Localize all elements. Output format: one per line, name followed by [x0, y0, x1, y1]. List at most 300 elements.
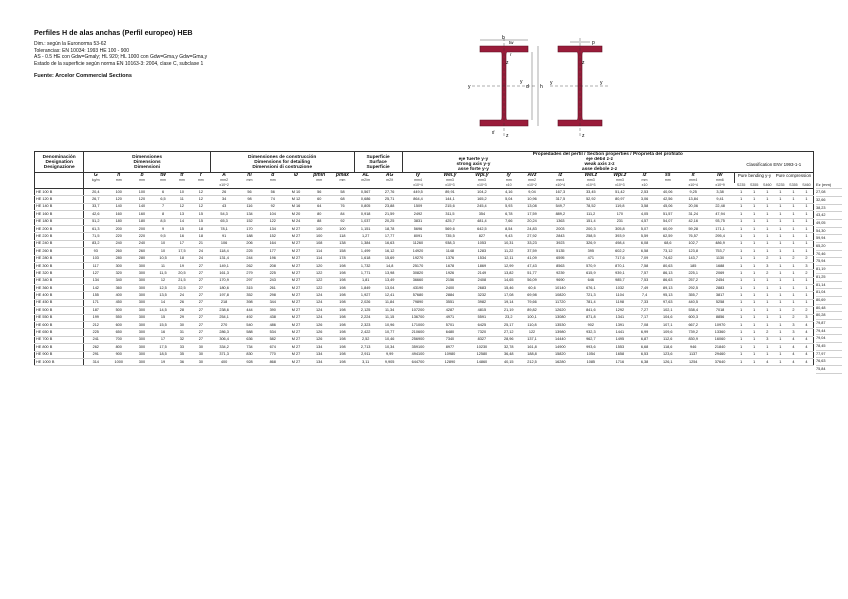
table-cell: 261 — [261, 285, 284, 292]
table-cell: 6,53 — [634, 351, 654, 358]
table-cell: 8977 — [434, 344, 466, 351]
table-row — [35, 336, 814, 343]
table-cell: 1 — [774, 189, 787, 196]
table-cell: 27,92 — [520, 233, 545, 240]
table-cell: 5,93 — [498, 203, 520, 210]
properties-table-wrapper — [34, 151, 814, 366]
column-symbol: AG — [385, 172, 394, 178]
table-cell: 1716 — [605, 358, 634, 365]
table-cell: 59,28 — [681, 225, 706, 232]
table-cell: 471 — [576, 255, 605, 262]
table-cell: 1 — [748, 240, 761, 247]
table-cell: 569,6 — [434, 225, 466, 232]
table-cell: 300 — [130, 358, 153, 365]
profile-name: HE 700 B — [35, 336, 84, 343]
table-cell: 33,7 — [84, 203, 107, 210]
column-multiplier: x10^3 — [586, 183, 596, 187]
profile-name: HE 450 B — [35, 299, 84, 306]
table-cell: 13,04 — [377, 285, 402, 292]
profile-name: HE 260 B — [35, 248, 84, 255]
table-cell: 1 — [800, 248, 814, 255]
table-cell: 2,224 — [354, 314, 377, 321]
table-cell: 92 — [331, 218, 354, 225]
table-cell: 12 — [191, 189, 210, 196]
ez-value: 75,94 — [816, 258, 842, 266]
table-cell: 27 — [191, 270, 210, 277]
table-cell: 51,77 — [520, 270, 545, 277]
table-cell: 602,2 — [605, 248, 634, 255]
table-cell: 27 — [191, 277, 210, 284]
table-cell: 1 — [761, 203, 774, 210]
table-cell: 60,09 — [655, 225, 681, 232]
label-y: y — [468, 84, 471, 90]
column-symbol: tf — [180, 172, 184, 178]
table-cell: 180 — [107, 218, 130, 225]
table-cell: 4287 — [434, 307, 466, 314]
table-cell: 14 — [172, 218, 191, 225]
table-cell: 1 — [774, 240, 787, 247]
column-unit: mm — [505, 178, 512, 182]
table-cell: 1 — [761, 211, 774, 218]
table-cell: 198 — [331, 358, 354, 365]
table-cell: 1678 — [434, 262, 466, 269]
table-cell: 6,38 — [634, 358, 654, 365]
column-symbol: b — [140, 172, 144, 178]
section-diagrams — [460, 34, 610, 146]
column-symbol: Iz — [558, 172, 563, 178]
table-cell: 700 — [107, 336, 130, 343]
table-cell: 24 — [191, 255, 210, 262]
table-cell: 781,4 — [576, 299, 605, 306]
profile-name: HE 320 B — [35, 270, 84, 277]
table-cell: 6,99 — [634, 329, 654, 336]
table-cell: 122 — [308, 270, 331, 277]
column-multiplier: x10^3 — [445, 183, 455, 187]
table-cell: 667,2 — [681, 322, 706, 329]
table-cell: 3 — [800, 262, 814, 269]
column-unit: mm — [138, 178, 145, 182]
table-cell: 126,1 — [655, 358, 681, 365]
table-cell: 4 — [800, 344, 814, 351]
column-symbol: Wel.z — [584, 172, 598, 178]
table-cell: 7,49 — [634, 285, 654, 292]
table-cell: 2 — [787, 314, 800, 321]
table-cell: 1104 — [605, 292, 634, 299]
table-cell: 25,17 — [498, 322, 520, 329]
column-multiplier: x10^4 — [688, 183, 698, 187]
table-cell: 13 — [172, 211, 191, 218]
table-cell: 9,5 — [154, 233, 173, 240]
table-cell: 1 — [800, 218, 814, 225]
table-cell: 1363 — [544, 218, 576, 225]
table-cell: 1 — [748, 189, 761, 196]
table-cell: 900 — [107, 351, 130, 358]
ez-value: 79,87 — [816, 320, 842, 328]
table-cell: 300 — [130, 344, 153, 351]
table-cell: M 24 — [284, 218, 307, 225]
table-cell: 8 — [154, 211, 173, 218]
table-cell: 3232 — [466, 292, 498, 299]
table-cell: 22,48 — [706, 203, 735, 210]
table-cell: 734 — [238, 344, 261, 351]
table-cell: 26 — [172, 299, 191, 306]
table-cell: 280 — [107, 255, 130, 262]
table-cell: 36,48 — [498, 351, 520, 358]
table-cell: 198 — [331, 314, 354, 321]
profile-name: HE 650 B — [35, 329, 84, 336]
table-cell: 5701 — [434, 322, 466, 329]
table-cell: 17,08 — [498, 292, 520, 299]
table-cell: 1 — [748, 358, 761, 365]
profile-name: HE 140 B — [35, 203, 84, 210]
table-cell: 1 — [735, 240, 748, 247]
table-cell: 42,16 — [681, 218, 706, 225]
profile-name: HE 300 B — [35, 262, 84, 269]
table-cell: 9,41 — [706, 196, 735, 203]
table-cell: 2 — [787, 255, 800, 262]
table-cell: 80,63 — [655, 262, 681, 269]
table-cell: 10970 — [706, 322, 735, 329]
table-cell: 10,96 — [520, 196, 545, 203]
table-cell: 1 — [774, 344, 787, 351]
table-cell: 160 — [130, 211, 153, 218]
ez-value: 43,42 — [816, 212, 842, 220]
table-row — [35, 189, 814, 196]
table-cell: 12620 — [544, 307, 576, 314]
table-cell: 4 — [787, 344, 800, 351]
table-cell: 12890 — [434, 358, 466, 365]
column-symbol: ss — [665, 172, 671, 178]
table-cell: 549,7 — [544, 203, 576, 210]
table-cell: 300 — [130, 336, 153, 343]
table-cell: 21,19 — [498, 307, 520, 314]
table-cell: 7 — [154, 203, 173, 210]
table-cell: 118,4 — [210, 248, 238, 255]
table-cell: 1148 — [434, 248, 466, 255]
table-cell: 311,5 — [434, 211, 466, 218]
ez-value: 81,25 — [816, 274, 842, 282]
table-cell: 161,3 — [210, 270, 238, 277]
ez-value: 80,28 — [816, 312, 842, 320]
table-cell: 100 — [107, 189, 130, 196]
table-cell: 1 — [787, 285, 800, 292]
table-cell: 12,99 — [498, 262, 520, 269]
table-cell: 5591 — [466, 314, 498, 321]
table-cell: 7,57 — [634, 270, 654, 277]
table-cell: 359100 — [402, 344, 434, 351]
table-cell: 2454 — [706, 277, 735, 284]
table-cell: 262 — [238, 262, 261, 269]
column-symbol: hi — [247, 172, 252, 178]
table-cell: 56 — [261, 189, 284, 196]
profile-name: HE 280 B — [35, 255, 84, 262]
table-cell: 1,927 — [354, 292, 377, 299]
table-cell: 10,96 — [377, 322, 402, 329]
table-cell: 440,5 — [681, 299, 706, 306]
table-cell: M 27 — [284, 307, 307, 314]
table-cell: M 20 — [284, 211, 307, 218]
table-cell: 3 — [761, 262, 774, 269]
ez-value: 70,46 — [816, 251, 842, 259]
table-cell: 218 — [210, 299, 238, 306]
table-cell: 19 — [172, 262, 191, 269]
table-cell: 2 — [761, 329, 774, 336]
column-symbol: iz — [642, 172, 647, 178]
table-cell: 10230 — [466, 344, 498, 351]
table-cell: 124 — [308, 307, 331, 314]
table-cell: 10 — [154, 248, 173, 255]
table-cell: 1 — [735, 225, 748, 232]
table-cell: 636 — [238, 336, 261, 343]
table-cell: 300 — [130, 307, 153, 314]
label-z: z — [506, 133, 509, 139]
table-cell: 16280 — [544, 358, 576, 365]
dimensions-header: Dimensiones Dimensions Dimensioni — [84, 152, 210, 173]
table-cell: 438 — [261, 314, 284, 321]
table-cell: 208 — [261, 262, 284, 269]
table-cell: 2,323 — [354, 322, 377, 329]
table-cell: 136700 — [402, 314, 434, 321]
table-cell: 89,82 — [520, 307, 545, 314]
table-cell: 41,09 — [520, 255, 545, 262]
table-cell: 16060 — [706, 336, 735, 343]
column-symbol: pmin — [313, 172, 326, 178]
table-cell: 1 — [787, 292, 800, 299]
table-cell: 9,04 — [520, 189, 545, 196]
table-cell: 7340 — [434, 336, 466, 343]
table-cell: 10,46 — [377, 336, 402, 343]
table-cell: 1 — [735, 329, 748, 336]
table-cell: 104 — [261, 211, 284, 218]
column-symbol: A — [222, 172, 226, 178]
table-cell: 1 — [774, 307, 787, 314]
table-cell: 140 — [130, 203, 153, 210]
table-cell: 1,384 — [354, 240, 377, 247]
table-cell: 1 — [748, 307, 761, 314]
table-cell: M 27 — [284, 233, 307, 240]
table-cell: 7,53 — [634, 277, 654, 284]
table-cell: 1 — [735, 307, 748, 314]
table-cell: 198 — [331, 270, 354, 277]
table-cell: 962,7 — [576, 336, 605, 343]
table-cell: 180 — [130, 218, 153, 225]
table-cell: 134 — [308, 344, 331, 351]
table-cell: 198 — [331, 329, 354, 336]
table-cell: 2,53 — [634, 189, 654, 196]
table-cell: 61,3 — [84, 225, 107, 232]
table-cell: 11260 — [402, 240, 434, 247]
steel-grade-label: S460 — [763, 183, 772, 187]
table-cell: 62,59 — [655, 233, 681, 240]
table-cell: 27 — [191, 322, 210, 329]
table-cell: 449,5 — [402, 189, 434, 196]
table-cell: 938,3 — [434, 240, 466, 247]
table-cell: 1292 — [605, 307, 634, 314]
table-cell: M 27 — [284, 277, 307, 284]
table-cell: 1 — [787, 299, 800, 306]
table-cell: 1 — [774, 358, 787, 365]
table-cell: 8,5 — [154, 218, 173, 225]
table-cell: 47,43 — [520, 262, 545, 269]
table-cell: 10,34 — [377, 344, 402, 351]
table-cell: 12,11 — [498, 255, 520, 262]
table-cell: 118 — [331, 233, 354, 240]
table-row — [35, 218, 814, 225]
table-cell: 0,918 — [354, 211, 377, 218]
table-cell: 1 — [748, 262, 761, 269]
table-cell: 5,04 — [498, 196, 520, 203]
table-cell: 17 — [154, 336, 173, 343]
table-cell: 395 — [576, 248, 605, 255]
table-cell: 870,1 — [605, 262, 634, 269]
table-cell: M 27 — [284, 351, 307, 358]
profile-name: HE 180 B — [35, 218, 84, 225]
table-cell: 4 — [800, 351, 814, 358]
table-cell: 64 — [308, 203, 331, 210]
spec-line: Estado de la superficie según norma EN 10163-3: 2004, clase C, subclase 1 — [34, 60, 204, 67]
table-cell: M 27 — [284, 322, 307, 329]
table-cell: 2400 — [434, 285, 466, 292]
table-cell: 16 — [154, 329, 173, 336]
table-cell: 79890 — [402, 299, 434, 306]
table-cell: 7,09 — [634, 255, 654, 262]
table-cell: 1869 — [466, 262, 498, 269]
column-unit: m2/m — [361, 178, 371, 182]
profile-name: HE 600 B — [35, 322, 84, 329]
steel-grade-label: S355 — [789, 183, 798, 187]
table-cell: 1,771 — [354, 270, 377, 277]
table-cell: 254,1 — [210, 314, 238, 321]
table-cell: 2683 — [466, 285, 498, 292]
table-cell: 320 — [107, 270, 130, 277]
table-cell: 868 — [261, 358, 284, 365]
table-cell: 127 — [84, 270, 107, 277]
table-cell: 24 — [191, 248, 210, 255]
table-cell: 140 — [107, 203, 130, 210]
column-symbol: Iw — [717, 172, 723, 178]
table-cell: 106 — [210, 240, 238, 247]
column-symbol: Wpl.z — [613, 172, 627, 178]
table-cell: M 12 — [284, 196, 307, 203]
table-cell: 29 — [172, 314, 191, 321]
table-cell: 15820 — [544, 351, 576, 358]
table-cell: 27 — [191, 262, 210, 269]
table-cell: 185 — [681, 262, 706, 269]
table-cell: 30 — [172, 322, 191, 329]
table-cell: 170 — [238, 225, 261, 232]
table-cell: 928 — [238, 358, 261, 365]
table-cell: 1 — [761, 225, 774, 232]
table-cell: 1198 — [605, 299, 634, 306]
table-cell: 134 — [261, 225, 284, 232]
table-cell: 300 — [130, 292, 153, 299]
table-row — [35, 233, 814, 240]
table-cell: 33 — [172, 344, 191, 351]
table-cell: 12580 — [466, 351, 498, 358]
table-cell: 14860 — [466, 358, 498, 365]
table-cell: 260 — [130, 248, 153, 255]
table-cell: 220 — [130, 233, 153, 240]
table-cell: 1 — [735, 218, 748, 225]
table-cell: 126 — [308, 329, 331, 336]
table-row — [35, 262, 814, 269]
column-unit: mm — [269, 178, 276, 182]
label-d: d — [526, 84, 529, 90]
table-cell: 30820 — [402, 270, 434, 277]
pure-bending-header: Pure bending y-y — [735, 173, 774, 179]
table-cell: 753,7 — [706, 248, 735, 255]
table-cell: 481,4 — [466, 218, 498, 225]
table-cell: 1 — [774, 225, 787, 232]
table-cell: 238,6 — [210, 307, 238, 314]
table-cell: 197,8 — [210, 292, 238, 299]
table-cell: 60 — [308, 196, 331, 203]
column-unit: mm3 — [477, 178, 486, 182]
table-cell: 14 — [154, 299, 173, 306]
table-cell: 15 — [191, 218, 210, 225]
table-cell: 1 — [735, 299, 748, 306]
table-cell: 326,9 — [576, 240, 605, 247]
table-cell: 102,7 — [681, 240, 706, 247]
table-cell: M 10 — [284, 189, 307, 196]
table-cell: 297 — [238, 277, 261, 284]
label-y: y — [600, 80, 603, 86]
table-cell: 3982 — [466, 299, 498, 306]
column-symbol: tw — [160, 172, 166, 178]
table-cell: 100 — [130, 189, 153, 196]
table-cell: 1441 — [605, 329, 634, 336]
table-cell: 17,5 — [154, 344, 173, 351]
table-cell: 1 — [774, 292, 787, 299]
column-unit: mm2 — [528, 178, 536, 182]
table-cell: 86,63 — [655, 277, 681, 284]
table-cell: 196 — [261, 255, 284, 262]
label-p: p — [592, 40, 595, 46]
table-cell: 1495 — [605, 336, 634, 343]
column-symbol: Ø — [294, 172, 298, 178]
table-cell: 27 — [191, 292, 210, 299]
table-cell: 5,07 — [634, 225, 654, 232]
table-cell: 18 — [191, 225, 210, 232]
table-cell: 7320 — [466, 329, 498, 336]
table-cell: 110,8 — [520, 322, 545, 329]
table-cell: 134 — [238, 211, 261, 218]
table-cell: 108 — [308, 240, 331, 247]
table-cell: 1 — [735, 189, 748, 196]
table-cell: 69,98 — [520, 292, 545, 299]
steel-grade-label: S235 — [736, 183, 746, 187]
label-b: b — [502, 35, 505, 41]
table-cell: 68,6 — [655, 240, 681, 247]
table-cell: M 27 — [284, 285, 307, 292]
table-cell: 1 — [787, 270, 800, 277]
table-cell: 198 — [331, 344, 354, 351]
table-cell: 262 — [84, 344, 107, 351]
table-cell: 240 — [107, 240, 130, 247]
table-cell: 11,84 — [377, 299, 402, 306]
table-cell: 124 — [308, 299, 331, 306]
table-cell: 187 — [84, 307, 107, 314]
table-cell: 54,07 — [655, 218, 681, 225]
column-unit: mm4 — [413, 178, 422, 182]
table-cell: 4 — [787, 351, 800, 358]
table-cell: 1 — [735, 233, 748, 240]
table-cell: 13,82 — [498, 270, 520, 277]
table-cell: 588 — [238, 329, 261, 336]
table-cell: 134 — [308, 358, 331, 365]
table-cell: 486,9 — [706, 240, 735, 247]
table-cell: 24 — [172, 292, 191, 299]
